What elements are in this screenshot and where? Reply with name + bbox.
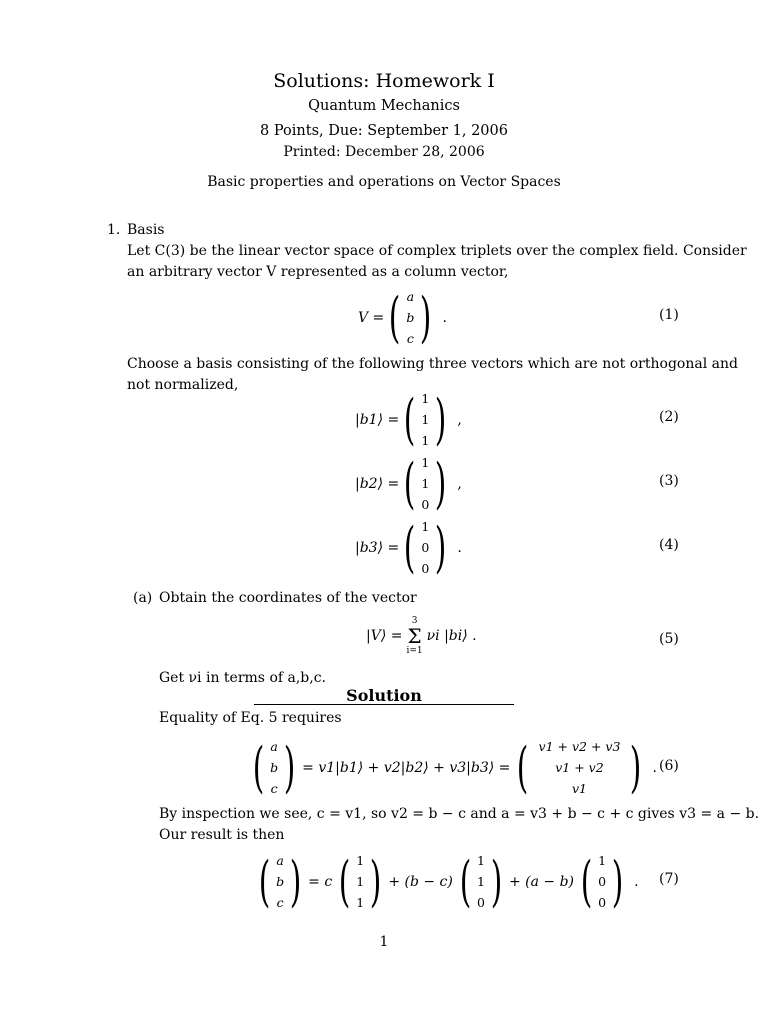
eq6-lhs-entry: b [270,760,279,775]
equation-3: |b2⟩ = ( 1 1 0 ) , [355,451,462,515]
eq1-entry: b [406,310,415,325]
eq2-lhs: |b1⟩ = [355,411,400,428]
eq2-number: (2) [659,409,679,425]
inspection-line-2: Our result is then [159,827,285,843]
topic-line: Basic properties and operations on Vector Spaces [207,174,561,190]
eq6-lhs-entry: a [270,739,278,754]
equation-7: ( a b c ) = c ( 1 1 1 ) + (b − c) ( 1 1 0 ) + (a − b) ( 1 0 0 ) . [258,849,639,913]
eq5-number: (5) [659,631,679,647]
equation-5 [366,616,477,656]
eq1-matrix: ( a b c ) [389,285,432,349]
eq4-lhs: |b3⟩ = [355,539,400,556]
inspection-line-1: By inspection we see, c = v1, so v2 = b − c and a = v3 + b − c + c gives v3 = a − b. [159,806,760,822]
eq7-coef1: = c [308,873,333,890]
eq6-rhs-entry: v1 + v2 [555,760,604,775]
eq1-tail: . [442,309,447,326]
part-a-text: Obtain the coordinates of the vector [159,590,417,606]
eq6-tail: . [652,759,657,776]
eq7-lhs-entry: a [276,853,284,868]
eq5-rhs: νi |bi⟩ . [426,628,477,644]
equation-2: |b1⟩ = ( 1 1 1 ) , [355,387,462,451]
problem-number: 1. [107,222,121,238]
eq6-number: (6) [659,758,679,774]
eq7-vec3-entry: 0 [598,874,607,889]
equality-text: Equality of Eq. 5 requires [159,710,342,726]
eq4-number: (4) [659,537,679,553]
eq2-tail: , [457,411,462,428]
eq7-vec2-entry: 1 [476,853,485,868]
eq7-vec3-entry: 0 [598,895,607,910]
eq7-vec2-entry: 1 [476,874,485,889]
printed-date: Printed: December 28, 2006 [283,144,485,160]
eq2-entry: 1 [421,412,430,427]
eq4-tail: . [457,539,462,556]
sum-top: 3 [411,616,418,626]
points-due: 8 Points, Due: September 1, 2006 [260,123,508,139]
eq7-vec1-entry: 1 [356,895,365,910]
eq1-lhs: V = [358,309,385,326]
eq7-vec1-entry: 1 [356,874,365,889]
eq7-lhs-entry: c [276,895,284,910]
solution-rule [254,704,514,705]
eq6-rhs-entry: v1 [571,781,587,796]
eq2-entry: 1 [421,433,430,448]
get-nu-text: Get νi in terms of a,b,c. [159,670,327,686]
solution-heading: Solution [346,686,422,705]
eq3-lhs: |b2⟩ = [355,475,400,492]
summation-icon: 3 Σ i=1 [406,616,423,656]
eq7-number: (7) [659,871,679,887]
equation-1 [358,286,447,349]
eq4-entry: 1 [421,519,430,534]
eq7-vec3-entry: 1 [598,853,607,868]
eq7-tail: . [634,873,639,890]
eq7-coef3: + (a − b) [508,873,575,890]
basis-line-2: not normalized, [127,377,239,393]
problem-heading: Basis [127,222,165,238]
eq2-entry: 1 [421,391,430,406]
part-a-label: (a) [133,590,153,606]
page-title: Solutions: Homework I [273,70,495,92]
sum-bottom: i=1 [406,646,423,656]
eq3-entry: 1 [421,476,430,491]
eq6-middle: = v1|b1⟩ + v2|b2⟩ + v3|b3⟩ = [302,759,511,776]
eq4-entry: 0 [421,540,430,555]
intro-line-1: Let C(3) be the linear vector space of complex triplets over the complex field. Consider [127,243,747,259]
eq7-lhs-entry: b [276,874,285,889]
eq6-rhs-entry: v1 + v2 + v3 [538,739,621,754]
course-name: Quantum Mechanics [308,98,460,114]
page-number: 1 [379,934,389,950]
eq7-vec2-entry: 0 [476,895,485,910]
eq7-vec1-entry: 1 [356,853,365,868]
eq3-number: (3) [659,473,679,489]
eq1-entry: a [406,289,415,304]
eq3-tail: , [457,475,462,492]
basis-line-1: Choose a basis consisting of the following three vectors which are not orthogonal and [127,356,738,372]
equation-6: ( a b c ) = v1|b1⟩ + v2|b2⟩ + v3|b3⟩ = ( v1 + v2 + v3 v1 + v2 v1 ) . [252,735,657,799]
eq3-entry: 1 [421,455,430,470]
eq1-number: (1) [659,307,679,323]
intro-line-2: an arbitrary vector V represented as a column vector, [127,264,509,280]
eq6-lhs-entry: c [270,781,278,796]
equation-4: |b3⟩ = ( 1 0 0 ) . [355,515,462,579]
eq5-lhs: |V⟩ = [366,628,403,644]
eq3-entry: 0 [421,497,430,512]
eq1-entry: c [406,331,414,346]
eq7-coef2: + (b − c) [388,873,453,890]
eq4-entry: 0 [421,561,430,576]
